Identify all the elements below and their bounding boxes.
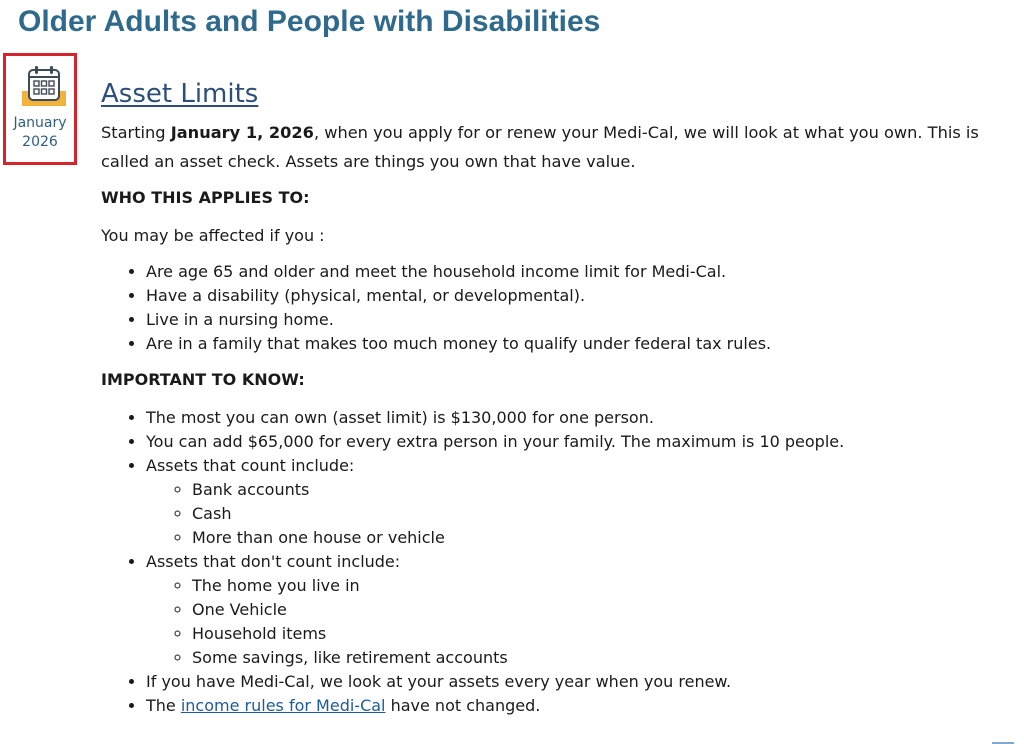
list-item: • You can add $65,000 for every extra person in your family. The maximum is 10 people. [146,430,1021,454]
income-after: have not changed. [385,696,541,715]
page-title: Older Adults and People with Disabilities [18,5,601,38]
asset-limits-section [101,76,1021,730]
list-item: • Live in a nursing home. [146,308,1021,332]
nocount-sublist [146,574,1021,670]
list-item: • Are in a family that makes too much money to qualify under federal tax rules. [146,332,1021,356]
list-item: ◦ Some savings, like retirement accounts [192,646,1021,670]
intro-paragraph [101,118,1021,176]
important-heading: IMPORTANT TO KNOW: [101,370,305,389]
list-item: • If you have Medi-Cal, we look at your assets every year when you renew. [146,670,1021,694]
income-before: The [146,696,181,715]
who-applies-lead: You may be affected if you : [101,226,325,245]
intro-after: , when you apply for or renew your Medi-Cal, we will look at what you own. This is called an asset check. Assets are things you own that have value. [101,123,979,171]
list-item: ◦ Bank accounts [192,478,1021,502]
date-badge [3,53,77,165]
asset-limits-link[interactable]: Asset Limits [101,79,259,109]
count-sublist [146,478,1021,550]
list-item: • Are age 65 and older and meet the household income limit for Medi-Cal. [146,260,1021,284]
list-item-nocount [146,550,1021,670]
list-item: ◦ The home you live in [192,574,1021,598]
list-item: ◦ Cash [192,502,1021,526]
list-item: • The most you can own (asset limit) is $130,000 for one person. [146,406,1021,430]
nocount-lead: Assets that don't count include: [146,552,401,571]
badge-month: January [13,115,67,131]
list-item: ◦ More than one house or vehicle [192,526,1021,550]
count-lead: Assets that count include: [146,456,355,475]
who-applies-heading: WHO THIS APPLIES TO: [101,188,310,207]
important-list [101,406,1021,718]
list-item-count [146,454,1021,550]
list-item-income [146,694,1021,718]
list-item: ◦ One Vehicle [192,598,1021,622]
income-rules-link[interactable]: income rules for Medi-Cal [180,696,386,715]
list-item: • Have a disability (physical, mental, or developmental). [146,284,1021,308]
who-applies-list [101,260,1021,356]
calendar-icon [21,64,67,110]
intro-before: Starting [101,123,171,142]
badge-year: 2026 [22,134,58,150]
section-title [101,76,1021,112]
list-item: ◦ Household items [192,622,1021,646]
intro-date: January 1, 2026 [170,123,314,142]
